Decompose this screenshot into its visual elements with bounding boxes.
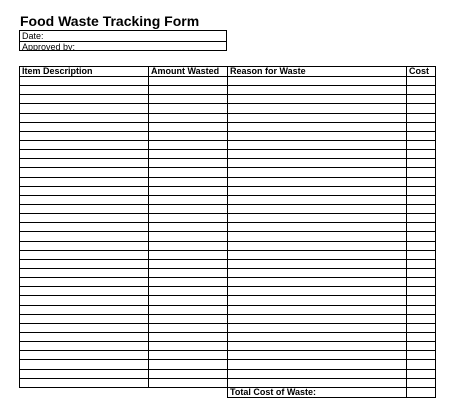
reason-for-waste-cell[interactable] <box>228 214 407 223</box>
table-row <box>20 104 436 113</box>
total-cost-value[interactable] <box>407 387 436 397</box>
amount-wasted-cell[interactable] <box>149 250 228 259</box>
cost-cell[interactable] <box>407 323 436 332</box>
amount-wasted-cell[interactable] <box>149 314 228 323</box>
cost-cell[interactable] <box>407 140 436 149</box>
cost-cell[interactable] <box>407 168 436 177</box>
header-cost: Cost <box>407 67 436 77</box>
reason-for-waste-cell[interactable] <box>228 168 407 177</box>
item-description-cell[interactable] <box>20 159 149 168</box>
cost-cell[interactable] <box>407 122 436 131</box>
item-description-cell[interactable] <box>20 168 149 177</box>
table-row <box>20 342 436 351</box>
table-row <box>20 296 436 305</box>
amount-wasted-cell[interactable] <box>149 150 228 159</box>
item-description-cell[interactable] <box>20 241 149 250</box>
table-row <box>20 268 436 277</box>
table-row <box>20 241 436 250</box>
cost-cell[interactable] <box>407 223 436 232</box>
table-row <box>20 204 436 213</box>
amount-wasted-cell[interactable] <box>149 104 228 113</box>
reason-for-waste-cell[interactable] <box>228 150 407 159</box>
table-row <box>20 150 436 159</box>
reason-for-waste-cell[interactable] <box>228 204 407 213</box>
amount-wasted-cell[interactable] <box>149 287 228 296</box>
amount-wasted-cell[interactable] <box>149 122 228 131</box>
table-row <box>20 369 436 378</box>
item-description-cell[interactable] <box>20 323 149 332</box>
total-row-spacer <box>20 387 149 397</box>
total-row-spacer <box>149 387 228 397</box>
reason-for-waste-cell[interactable] <box>228 86 407 95</box>
cost-cell[interactable] <box>407 287 436 296</box>
table-header-row <box>20 67 436 77</box>
amount-wasted-cell[interactable] <box>149 360 228 369</box>
table-row <box>20 186 436 195</box>
table-row <box>20 122 436 131</box>
table-row <box>20 250 436 259</box>
amount-wasted-cell[interactable] <box>149 268 228 277</box>
cost-cell[interactable] <box>407 332 436 341</box>
cost-cell[interactable] <box>407 150 436 159</box>
reason-for-waste-cell[interactable] <box>228 223 407 232</box>
item-description-cell[interactable] <box>20 351 149 360</box>
cost-cell[interactable] <box>407 131 436 140</box>
amount-wasted-cell[interactable] <box>149 332 228 341</box>
cost-cell[interactable] <box>407 104 436 113</box>
item-description-cell[interactable] <box>20 278 149 287</box>
amount-wasted-cell[interactable] <box>149 159 228 168</box>
reason-for-waste-cell[interactable] <box>228 195 407 204</box>
reason-for-waste-cell[interactable] <box>228 140 407 149</box>
reason-for-waste-cell[interactable] <box>228 342 407 351</box>
item-description-cell[interactable] <box>20 305 149 314</box>
reason-for-waste-cell[interactable] <box>228 177 407 186</box>
amount-wasted-cell[interactable] <box>149 323 228 332</box>
reason-for-waste-cell[interactable] <box>228 323 407 332</box>
reason-for-waste-cell[interactable] <box>228 186 407 195</box>
table-row <box>20 378 436 387</box>
cost-cell[interactable] <box>407 86 436 95</box>
cost-cell[interactable] <box>407 369 436 378</box>
reason-for-waste-cell[interactable] <box>228 369 407 378</box>
table-row <box>20 314 436 323</box>
amount-wasted-cell[interactable] <box>149 351 228 360</box>
reason-for-waste-cell[interactable] <box>228 332 407 341</box>
table-row <box>20 77 436 86</box>
table-row <box>20 332 436 341</box>
reason-for-waste-cell[interactable] <box>228 159 407 168</box>
item-description-cell[interactable] <box>20 186 149 195</box>
amount-wasted-cell[interactable] <box>149 177 228 186</box>
item-description-cell[interactable] <box>20 177 149 186</box>
table-row <box>20 223 436 232</box>
item-description-cell[interactable] <box>20 259 149 268</box>
reason-for-waste-cell[interactable] <box>228 305 407 314</box>
amount-wasted-cell[interactable] <box>149 86 228 95</box>
table-row <box>20 113 436 122</box>
cost-cell[interactable] <box>407 351 436 360</box>
cost-cell[interactable] <box>407 214 436 223</box>
item-description-cell[interactable] <box>20 223 149 232</box>
reason-for-waste-cell[interactable] <box>228 378 407 387</box>
reason-for-waste-cell[interactable] <box>228 314 407 323</box>
reason-for-waste-cell[interactable] <box>228 268 407 277</box>
header-amount-wasted: Amount Wasted <box>149 67 228 77</box>
amount-wasted-cell[interactable] <box>149 204 228 213</box>
item-description-cell[interactable] <box>20 122 149 131</box>
reason-for-waste-cell[interactable] <box>228 113 407 122</box>
amount-wasted-cell[interactable] <box>149 223 228 232</box>
cost-cell[interactable] <box>407 241 436 250</box>
cost-cell[interactable] <box>407 113 436 122</box>
reason-for-waste-cell[interactable] <box>228 351 407 360</box>
table-row <box>20 351 436 360</box>
reason-for-waste-cell[interactable] <box>228 95 407 104</box>
amount-wasted-cell[interactable] <box>149 77 228 86</box>
total-row <box>20 387 436 397</box>
table-row <box>20 278 436 287</box>
item-description-cell[interactable] <box>20 378 149 387</box>
cost-cell[interactable] <box>407 378 436 387</box>
form-info-box <box>19 30 227 51</box>
amount-wasted-cell[interactable] <box>149 369 228 378</box>
item-description-cell[interactable] <box>20 104 149 113</box>
reason-for-waste-cell[interactable] <box>228 131 407 140</box>
item-description-cell[interactable] <box>20 140 149 149</box>
amount-wasted-cell[interactable] <box>149 378 228 387</box>
table-row <box>20 305 436 314</box>
reason-for-waste-cell[interactable] <box>228 232 407 241</box>
amount-wasted-cell[interactable] <box>149 296 228 305</box>
amount-wasted-cell[interactable] <box>149 113 228 122</box>
amount-wasted-cell[interactable] <box>149 95 228 104</box>
item-description-cell[interactable] <box>20 268 149 277</box>
table-row <box>20 232 436 241</box>
item-description-cell[interactable] <box>20 204 149 213</box>
form-title: Food Waste Tracking Form <box>20 13 200 29</box>
cost-cell[interactable] <box>407 186 436 195</box>
item-description-cell[interactable] <box>20 314 149 323</box>
cost-cell[interactable] <box>407 342 436 351</box>
cost-cell[interactable] <box>407 278 436 287</box>
table-row <box>20 86 436 95</box>
amount-wasted-cell[interactable] <box>149 259 228 268</box>
item-description-cell[interactable] <box>20 369 149 378</box>
item-description-cell[interactable] <box>20 214 149 223</box>
table-row <box>20 95 436 104</box>
item-description-cell[interactable] <box>20 150 149 159</box>
item-description-cell[interactable] <box>20 232 149 241</box>
approved-by-field[interactable]: Approved by: <box>20 41 226 51</box>
total-cost-label: Total Cost of Waste: <box>228 387 407 397</box>
item-description-cell[interactable] <box>20 95 149 104</box>
item-description-cell[interactable] <box>20 332 149 341</box>
reason-for-waste-cell[interactable] <box>228 278 407 287</box>
cost-cell[interactable] <box>407 360 436 369</box>
item-description-cell[interactable] <box>20 113 149 122</box>
table-row <box>20 214 436 223</box>
cost-cell[interactable] <box>407 250 436 259</box>
cost-cell[interactable] <box>407 195 436 204</box>
table-row <box>20 159 436 168</box>
cost-cell[interactable] <box>407 204 436 213</box>
amount-wasted-cell[interactable] <box>149 186 228 195</box>
item-description-cell[interactable] <box>20 250 149 259</box>
header-reason-for-waste: Reason for Waste <box>228 67 407 77</box>
amount-wasted-cell[interactable] <box>149 232 228 241</box>
item-description-cell[interactable] <box>20 287 149 296</box>
item-description-cell[interactable] <box>20 360 149 369</box>
date-field[interactable]: Date: <box>22 31 44 41</box>
item-description-cell[interactable] <box>20 296 149 305</box>
amount-wasted-cell[interactable] <box>149 305 228 314</box>
cost-cell[interactable] <box>407 305 436 314</box>
reason-for-waste-cell[interactable] <box>228 296 407 305</box>
reason-for-waste-cell[interactable] <box>228 259 407 268</box>
cost-cell[interactable] <box>407 95 436 104</box>
amount-wasted-cell[interactable] <box>149 140 228 149</box>
amount-wasted-cell[interactable] <box>149 241 228 250</box>
table-row <box>20 195 436 204</box>
reason-for-waste-cell[interactable] <box>228 104 407 113</box>
reason-for-waste-cell[interactable] <box>228 287 407 296</box>
waste-tracking-table <box>19 66 436 398</box>
amount-wasted-cell[interactable] <box>149 131 228 140</box>
amount-wasted-cell[interactable] <box>149 214 228 223</box>
cost-cell[interactable] <box>407 159 436 168</box>
cost-cell[interactable] <box>407 259 436 268</box>
header-item-description: Item Description <box>20 67 149 77</box>
item-description-cell[interactable] <box>20 86 149 95</box>
table-row <box>20 140 436 149</box>
item-description-cell[interactable] <box>20 342 149 351</box>
reason-for-waste-cell[interactable] <box>228 250 407 259</box>
reason-for-waste-cell[interactable] <box>228 77 407 86</box>
cost-cell[interactable] <box>407 232 436 241</box>
cost-cell[interactable] <box>407 296 436 305</box>
amount-wasted-cell[interactable] <box>149 342 228 351</box>
table-row <box>20 323 436 332</box>
item-description-cell[interactable] <box>20 195 149 204</box>
amount-wasted-cell[interactable] <box>149 278 228 287</box>
reason-for-waste-cell[interactable] <box>228 360 407 369</box>
table-row <box>20 287 436 296</box>
table-row <box>20 259 436 268</box>
cost-cell[interactable] <box>407 177 436 186</box>
reason-for-waste-cell[interactable] <box>228 241 407 250</box>
table-row <box>20 177 436 186</box>
table-row <box>20 131 436 140</box>
item-description-cell[interactable] <box>20 77 149 86</box>
cost-cell[interactable] <box>407 77 436 86</box>
table-row <box>20 360 436 369</box>
cost-cell[interactable] <box>407 314 436 323</box>
amount-wasted-cell[interactable] <box>149 168 228 177</box>
cost-cell[interactable] <box>407 268 436 277</box>
table-row <box>20 168 436 177</box>
item-description-cell[interactable] <box>20 131 149 140</box>
reason-for-waste-cell[interactable] <box>228 122 407 131</box>
amount-wasted-cell[interactable] <box>149 195 228 204</box>
